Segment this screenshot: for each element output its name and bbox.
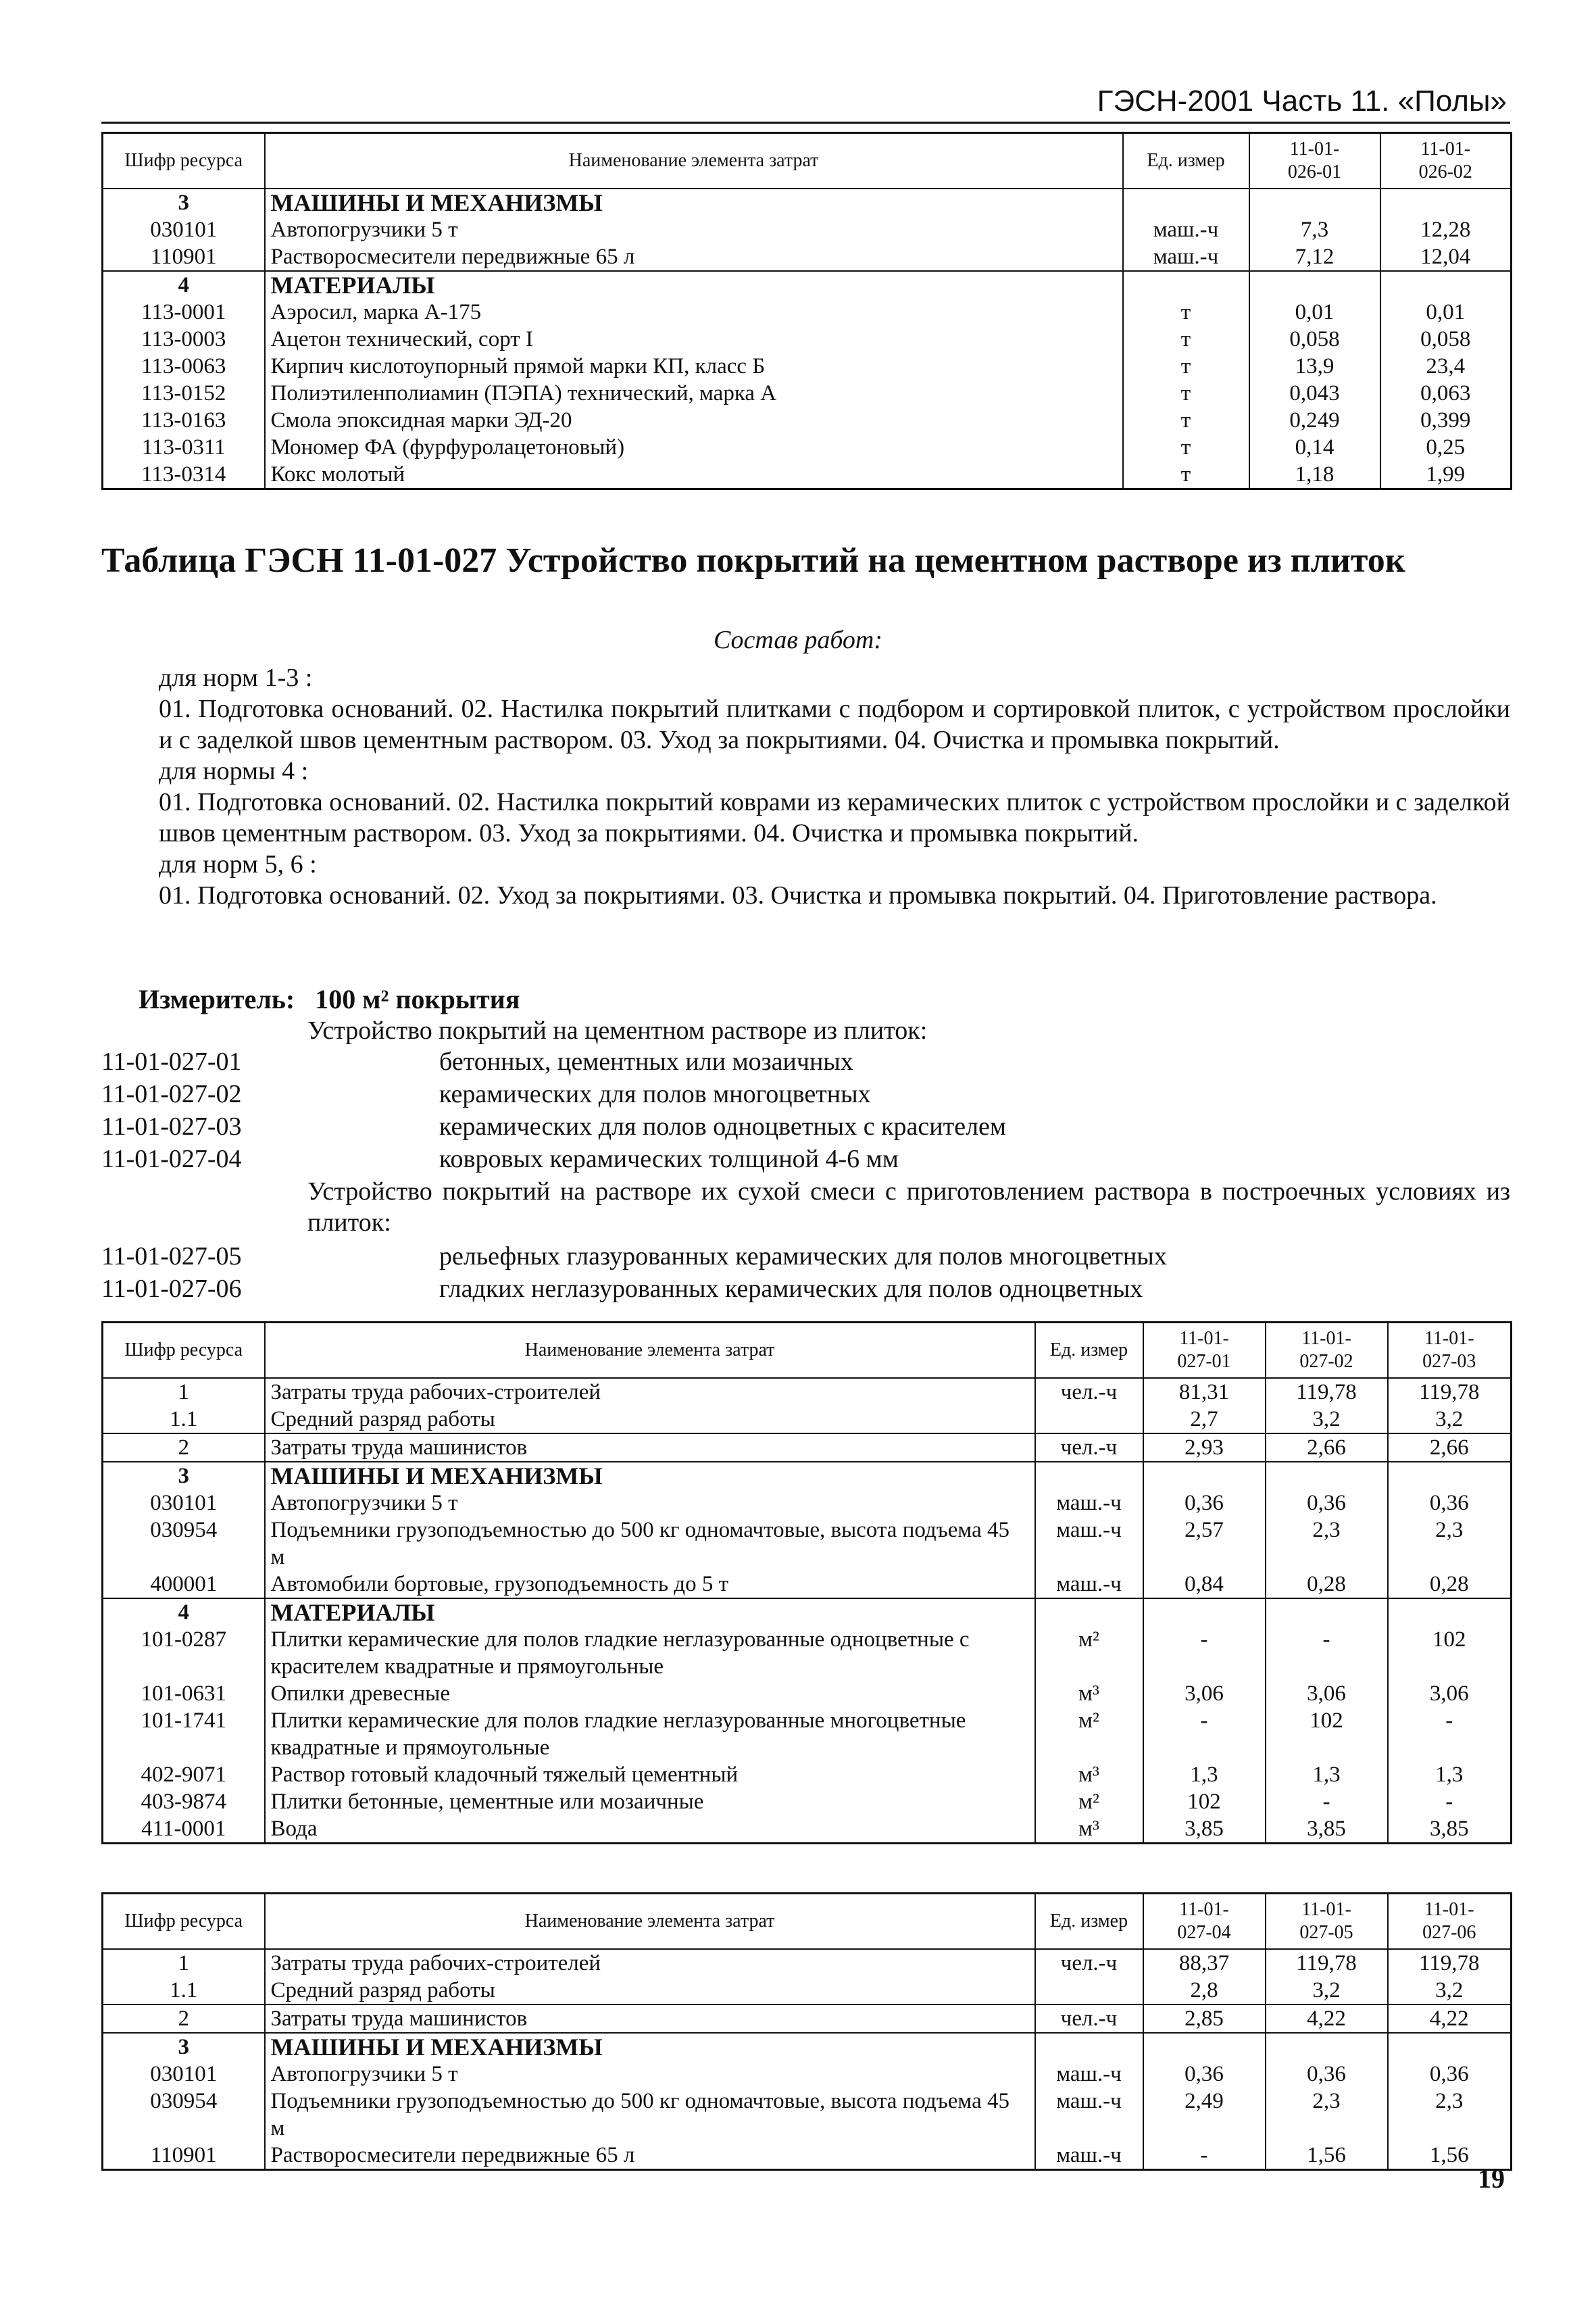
resource-unit: т xyxy=(1123,353,1249,380)
resource-unit: т xyxy=(1123,434,1249,461)
resource-value: 0,399 xyxy=(1380,407,1512,434)
resource-value: 3,2 xyxy=(1266,1406,1388,1433)
resource-unit: чел.-ч xyxy=(1035,1378,1143,1406)
resource-value xyxy=(1266,1598,1388,1626)
resource-value: 1,56 xyxy=(1388,2142,1512,2170)
resource-value: 0,28 xyxy=(1388,1571,1512,1598)
table-row xyxy=(103,1517,1512,1571)
resource-value: - xyxy=(1388,1707,1512,1761)
resource-unit: м³ xyxy=(1035,1680,1143,1707)
resource-value: 2,49 xyxy=(1143,2088,1266,2142)
resource-value: 0,36 xyxy=(1143,2061,1266,2088)
table-row xyxy=(103,1788,1512,1815)
resource-code: 101-0631 xyxy=(103,1680,265,1707)
norm-code: 11-01-027-06 xyxy=(101,1275,242,1303)
norm-item xyxy=(101,1079,871,1110)
resource-unit: маш.-ч xyxy=(1035,1571,1143,1598)
header-norm: 11-01- 027-02 xyxy=(1266,1323,1388,1379)
table-row xyxy=(103,1680,1512,1707)
resource-code: 411-0001 xyxy=(103,1815,265,1844)
resource-name: Растворосмесители передвижные 65 л xyxy=(265,2142,1035,2170)
resource-code: 113-0063 xyxy=(103,353,265,380)
resource-value: 12,28 xyxy=(1380,216,1512,243)
resource-value: 2,8 xyxy=(1143,1977,1266,2004)
resource-value: 102 xyxy=(1388,1626,1512,1680)
resource-unit: т xyxy=(1123,407,1249,434)
resource-value: 0,36 xyxy=(1388,2061,1512,2088)
resource-value: 3,2 xyxy=(1388,1977,1512,2004)
resource-name: Подъемники грузоподъемностью до 500 кг одномачтовые, высота подъема 45 м xyxy=(265,2088,1035,2142)
resource-name: Ацетон технический, сорт I xyxy=(265,326,1123,353)
resource-table-027-a xyxy=(101,1321,1512,1844)
resource-value: 3,06 xyxy=(1266,1680,1388,1707)
resource-value xyxy=(1143,1462,1266,1490)
resource-unit: м² xyxy=(1035,1707,1143,1761)
resource-name: МАШИНЫ И МЕХАНИЗМЫ xyxy=(265,2033,1035,2061)
resource-value: 2,7 xyxy=(1143,1406,1266,1433)
table-row xyxy=(103,1490,1512,1517)
resource-code: 110901 xyxy=(103,2142,265,2170)
header-norm: 11-01- 027-01 xyxy=(1143,1323,1266,1379)
resource-name: Плитки керамические для полов гладкие неглазурованные одноцветные с красителем квадратные и прямоугольные xyxy=(265,1626,1035,1680)
resource-value: 3,85 xyxy=(1388,1815,1512,1844)
resource-value: 0,36 xyxy=(1388,1490,1512,1517)
resource-unit: чел.-ч xyxy=(1035,2004,1143,2033)
resource-value: 102 xyxy=(1143,1788,1266,1815)
resource-code: 2 xyxy=(103,2004,265,2033)
norm-text: керамических для полов одноцветных с красителем xyxy=(439,1112,1006,1141)
table-row xyxy=(103,1571,1512,1598)
resource-code: 101-0287 xyxy=(103,1626,265,1680)
header-name: Наименование элемента затрат xyxy=(265,133,1123,189)
resource-unit: м³ xyxy=(1035,1815,1143,1844)
measure-line xyxy=(139,983,520,1015)
norm-item xyxy=(101,1273,1143,1304)
table-row xyxy=(103,1433,1512,1462)
resource-name: МАТЕРИАЛЫ xyxy=(265,271,1123,299)
resource-name: Автопогрузчики 5 т xyxy=(265,2061,1035,2088)
work-composition-heading: Состав работ: xyxy=(713,626,883,654)
table-row xyxy=(103,1378,1512,1406)
resource-value: 0,84 xyxy=(1143,1571,1266,1598)
resource-unit: маш.-ч xyxy=(1123,216,1249,243)
resource-code: 3 xyxy=(103,189,265,216)
table-row xyxy=(103,216,1512,243)
resource-value: 1,3 xyxy=(1143,1761,1266,1788)
table-row xyxy=(103,1598,1512,1626)
header-norm: 11-01- 027-06 xyxy=(1388,1894,1512,1950)
resource-name: Затраты труда рабочих-строителей xyxy=(265,1378,1035,1406)
resource-value: 12,04 xyxy=(1380,243,1512,271)
norm-group-1: Устройство покрытий на цементном растворе из плиток: xyxy=(307,1016,928,1045)
resource-name: МАШИНЫ И МЕХАНИЗМЫ xyxy=(265,1462,1035,1490)
resource-name: Аэросил, марка А-175 xyxy=(265,299,1123,326)
resource-value xyxy=(1388,1598,1512,1626)
resource-value: 0,058 xyxy=(1380,326,1512,353)
resource-name: Автопогрузчики 5 т xyxy=(265,216,1123,243)
resource-name: Затраты труда машинистов xyxy=(265,2004,1035,2033)
norm-code: 11-01-027-03 xyxy=(101,1112,242,1141)
resource-code: 113-0314 xyxy=(103,461,265,489)
resource-code: 101-1741 xyxy=(103,1707,265,1761)
norm-text: ковровых керамических толщиной 4-6 мм xyxy=(439,1145,899,1173)
resource-value xyxy=(1266,1462,1388,1490)
resource-unit: маш.-ч xyxy=(1035,2088,1143,2142)
work-paragraph-3: 01. Подготовка оснований. 02. Уход за покрытиями. 03. Очистка и промывка покрытий. 04. Приготовление раствора. xyxy=(159,881,1437,910)
table-row xyxy=(103,2088,1512,2142)
table-row xyxy=(103,326,1512,353)
resource-name: Кирпич кислотоупорный прямой марки КП, класс Б xyxy=(265,353,1123,380)
work-paragraph-1: 01. Подготовка оснований. 02. Настилка покрытий плитками с подбором и сортировкой плиток, с устройством прослойки и с заделкой швов цементным раствором. 03. Уход за покрытиями. 04. Очистка и промывка покрытий. xyxy=(159,695,1510,754)
work-label-3: для норм 5, 6 : xyxy=(159,850,317,879)
table-row xyxy=(103,2142,1512,2170)
header-code: Шифр ресурса xyxy=(103,1894,265,1950)
resource-code: 4 xyxy=(103,1598,265,1626)
resource-value: 7,3 xyxy=(1249,216,1380,243)
table-row xyxy=(103,243,1512,271)
resource-unit: маш.-ч xyxy=(1035,2061,1143,2088)
resource-code: 030101 xyxy=(103,216,265,243)
resource-value: 0,28 xyxy=(1266,1571,1388,1598)
resource-value xyxy=(1388,1462,1512,1490)
resource-code: 030954 xyxy=(103,2088,265,2142)
resource-value: 1,99 xyxy=(1380,461,1512,489)
resource-code: 4 xyxy=(103,271,265,299)
norm-code: 11-01-027-05 xyxy=(101,1242,242,1271)
norm-text: гладких неглазурованных керамических для полов одноцветных xyxy=(439,1275,1143,1303)
resource-value: 1,18 xyxy=(1249,461,1380,489)
table-row xyxy=(103,434,1512,461)
resource-value xyxy=(1380,189,1512,216)
resource-unit: т xyxy=(1123,326,1249,353)
work-label-2: для нормы 4 : xyxy=(159,757,309,785)
resource-value: 88,37 xyxy=(1143,1949,1266,1977)
resource-value: 3,2 xyxy=(1388,1406,1512,1433)
table-row xyxy=(103,1815,1512,1844)
table-row xyxy=(103,271,1512,299)
resource-value: - xyxy=(1388,1788,1512,1815)
norm-group-2: Устройство покрытий на растворе их сухой смеси с приготовлением раствора в построечных условиях из плиток: xyxy=(307,1177,1510,1237)
resource-value xyxy=(1143,2033,1266,2061)
table-row xyxy=(103,1761,1512,1788)
resource-unit xyxy=(1035,2033,1143,2061)
resource-value: 81,31 xyxy=(1143,1378,1266,1406)
resource-unit: т xyxy=(1123,461,1249,489)
resource-unit: чел.-ч xyxy=(1035,1949,1143,1977)
resource-value: 0,043 xyxy=(1249,380,1380,407)
resource-name: Полиэтиленполиамин (ПЭПА) технический, марка А xyxy=(265,380,1123,407)
resource-unit xyxy=(1123,271,1249,299)
measure-label: Измеритель: xyxy=(139,984,295,1014)
resource-value: 4,22 xyxy=(1266,2004,1388,2033)
resource-value: 0,36 xyxy=(1143,1490,1266,1517)
resource-value xyxy=(1380,271,1512,299)
resource-value: 3,2 xyxy=(1266,1977,1388,2004)
norm-item xyxy=(101,1241,1167,1272)
resource-name: Средний разряд работы xyxy=(265,1977,1035,2004)
resource-unit: маш.-ч xyxy=(1123,243,1249,271)
resource-code: 2 xyxy=(103,1433,265,1462)
resource-value: 0,36 xyxy=(1266,2061,1388,2088)
resource-name: Опилки древесные xyxy=(265,1680,1035,1707)
resource-unit: т xyxy=(1123,380,1249,407)
resource-code: 3 xyxy=(103,1462,265,1490)
resource-value: 0,063 xyxy=(1380,380,1512,407)
table-row xyxy=(103,1406,1512,1433)
table-row xyxy=(103,1462,1512,1490)
resource-value: 119,78 xyxy=(1266,1949,1388,1977)
resource-code: 113-0311 xyxy=(103,434,265,461)
header-code: Шифр ресурса xyxy=(103,133,265,189)
norm-code: 11-01-027-04 xyxy=(101,1145,242,1173)
work-composition-text xyxy=(101,662,1510,911)
header-norm: 11-01- 027-03 xyxy=(1388,1323,1512,1379)
resource-table-026 xyxy=(101,132,1512,490)
resource-table-027-b xyxy=(101,1892,1512,2171)
resource-value xyxy=(1266,2033,1388,2061)
norm-text: бетонных, цементных или мозаичных xyxy=(439,1048,853,1076)
header-code: Шифр ресурса xyxy=(103,1323,265,1379)
resource-unit xyxy=(1123,189,1249,216)
resource-value: - xyxy=(1266,1788,1388,1815)
header-norm: 11-01- 026-01 xyxy=(1249,133,1380,189)
resource-code: 030101 xyxy=(103,2061,265,2088)
resource-value: 0,25 xyxy=(1380,434,1512,461)
measure-value: 100 м² покрытия xyxy=(315,984,520,1014)
table-row xyxy=(103,189,1512,216)
resource-unit: м² xyxy=(1035,1788,1143,1815)
resource-value: - xyxy=(1143,1626,1266,1680)
resource-code: 1.1 xyxy=(103,1406,265,1433)
table-row xyxy=(103,407,1512,434)
resource-name: Мономер ФА (фурфуролацетоновый) xyxy=(265,434,1123,461)
resource-value xyxy=(1249,271,1380,299)
resource-value: 7,12 xyxy=(1249,243,1380,271)
header-norm: 11-01- 027-05 xyxy=(1266,1894,1388,1950)
resource-value: 0,01 xyxy=(1249,299,1380,326)
resource-code: 110901 xyxy=(103,243,265,271)
resource-value: 3,85 xyxy=(1143,1815,1266,1844)
header-unit: Ед. измер xyxy=(1035,1323,1143,1379)
norm-text: рельефных глазурованных керамических для полов многоцветных xyxy=(439,1242,1167,1271)
resource-value: 1,3 xyxy=(1266,1761,1388,1788)
resource-value: 1,56 xyxy=(1266,2142,1388,2170)
resource-unit: маш.-ч xyxy=(1035,1517,1143,1571)
table-row xyxy=(103,1626,1512,1680)
resource-value: 2,3 xyxy=(1266,1517,1388,1571)
resource-code: 113-0001 xyxy=(103,299,265,326)
resource-name: Растворосмесители передвижные 65 л xyxy=(265,243,1123,271)
resource-code: 1.1 xyxy=(103,1977,265,2004)
work-paragraph-2: 01. Подготовка оснований. 02. Настилка покрытий коврами из керамических плиток с устройством прослойки и с заделкой швов цементным раствором. 03. Уход за покрытиями. 04. Очистка и промывка покрытий. xyxy=(159,788,1510,847)
resource-value: 3,85 xyxy=(1266,1815,1388,1844)
resource-value: 2,85 xyxy=(1143,2004,1266,2033)
resource-name: Средний разряд работы xyxy=(265,1406,1035,1433)
resource-unit: м³ xyxy=(1035,1761,1143,1788)
norm-code: 11-01-027-02 xyxy=(101,1080,242,1108)
resource-unit: маш.-ч xyxy=(1035,2142,1143,2170)
resource-code: 030101 xyxy=(103,1490,265,1517)
norm-item xyxy=(101,1046,853,1077)
resource-name: МАШИНЫ И МЕХАНИЗМЫ xyxy=(265,189,1123,216)
resource-unit: чел.-ч xyxy=(1035,1433,1143,1462)
resource-unit xyxy=(1035,1977,1143,2004)
resource-value: 2,3 xyxy=(1388,1517,1512,1571)
header-name: Наименование элемента затрат xyxy=(265,1894,1035,1950)
resource-code: 030954 xyxy=(103,1517,265,1571)
norm-item xyxy=(101,1111,1006,1142)
work-label-1: для норм 1-3 : xyxy=(159,664,313,692)
resource-value: 119,78 xyxy=(1388,1949,1512,1977)
resource-code: 3 xyxy=(103,2033,265,2061)
resource-unit xyxy=(1035,1462,1143,1490)
resource-value: 1,3 xyxy=(1388,1761,1512,1788)
table-row xyxy=(103,353,1512,380)
resource-value: 2,3 xyxy=(1266,2088,1388,2142)
resource-value: 3,06 xyxy=(1143,1680,1266,1707)
resource-value xyxy=(1249,189,1380,216)
resource-name: Плитки керамические для полов гладкие неглазурованные многоцветные квадратные и прямоугольные xyxy=(265,1707,1035,1761)
header-unit: Ед. измер xyxy=(1035,1894,1143,1950)
resource-code: 113-0163 xyxy=(103,407,265,434)
resource-value xyxy=(1143,1598,1266,1626)
resource-value: 3,06 xyxy=(1388,1680,1512,1707)
resource-value: 0,058 xyxy=(1249,326,1380,353)
resource-unit xyxy=(1035,1598,1143,1626)
resource-name: Автомобили бортовые, грузоподъемность до 5 т xyxy=(265,1571,1035,1598)
table-row xyxy=(103,1977,1512,2004)
table-row xyxy=(103,380,1512,407)
resource-value: 102 xyxy=(1266,1707,1388,1761)
table-row xyxy=(103,461,1512,489)
resource-value: 2,66 xyxy=(1388,1433,1512,1462)
resource-name: Автопогрузчики 5 т xyxy=(265,1490,1035,1517)
resource-value: - xyxy=(1266,1626,1388,1680)
resource-code: 113-0152 xyxy=(103,380,265,407)
table-row xyxy=(103,299,1512,326)
norm-item xyxy=(101,1143,899,1175)
resource-unit: т xyxy=(1123,299,1249,326)
header-unit: Ед. измер xyxy=(1123,133,1249,189)
resource-unit: маш.-ч xyxy=(1035,1490,1143,1517)
page-header xyxy=(101,81,1510,124)
table-row xyxy=(103,2004,1512,2033)
resource-value: 119,78 xyxy=(1266,1378,1388,1406)
resource-name: Раствор готовый кладочный тяжелый цементный xyxy=(265,1761,1035,1788)
resource-value xyxy=(1388,2033,1512,2061)
resource-code: 403-9874 xyxy=(103,1788,265,1815)
resource-value: 0,14 xyxy=(1249,434,1380,461)
resource-value: 119,78 xyxy=(1388,1378,1512,1406)
norm-text: керамических для полов многоцветных xyxy=(439,1080,871,1108)
resource-value: 2,66 xyxy=(1266,1433,1388,1462)
table-row xyxy=(103,1707,1512,1761)
resource-code: 400001 xyxy=(103,1571,265,1598)
resource-name: Затраты труда рабочих-строителей xyxy=(265,1949,1035,1977)
resource-name: Плитки бетонные, цементные или мозаичные xyxy=(265,1788,1035,1815)
resource-name: Вода xyxy=(265,1815,1035,1844)
resource-code: 113-0003 xyxy=(103,326,265,353)
table-row xyxy=(103,1949,1512,1977)
resource-name: МАТЕРИАЛЫ xyxy=(265,1598,1035,1626)
table-row xyxy=(103,2061,1512,2088)
table-row xyxy=(103,2033,1512,2061)
resource-value: 2,93 xyxy=(1143,1433,1266,1462)
header-name: Наименование элемента затрат xyxy=(265,1323,1035,1379)
resource-value: - xyxy=(1143,1707,1266,1761)
resource-name: Подъемники грузоподъемностью до 500 кг одномачтовые, высота подъема 45 м xyxy=(265,1517,1035,1571)
resource-value: 0,01 xyxy=(1380,299,1512,326)
header-norm: 11-01- 026-02 xyxy=(1380,133,1512,189)
resource-value: 2,3 xyxy=(1388,2088,1512,2142)
norm-code: 11-01-027-01 xyxy=(101,1048,242,1076)
resource-code: 1 xyxy=(103,1949,265,1977)
header-norm: 11-01- 027-04 xyxy=(1143,1894,1266,1950)
page-number: 19 xyxy=(1478,2163,1505,2194)
resource-value: 0,249 xyxy=(1249,407,1380,434)
resource-value: 13,9 xyxy=(1249,353,1380,380)
resource-unit xyxy=(1035,1406,1143,1433)
resource-value: 2,57 xyxy=(1143,1517,1266,1571)
resource-value: 4,22 xyxy=(1388,2004,1512,2033)
table-title: Таблица ГЭСН 11-01-027 Устройство покрытий на цементном растворе из плиток xyxy=(101,541,1405,580)
running-title: ГЭСН-2001 Часть 11. «Полы» xyxy=(1097,84,1507,118)
resource-code: 1 xyxy=(103,1378,265,1406)
resource-value: 23,4 xyxy=(1380,353,1512,380)
resource-code: 402-9071 xyxy=(103,1761,265,1788)
resource-value: - xyxy=(1143,2142,1266,2170)
resource-name: Затраты труда машинистов xyxy=(265,1433,1035,1462)
resource-name: Смола эпоксидная марки ЭД-20 xyxy=(265,407,1123,434)
resource-name: Кокс молотый xyxy=(265,461,1123,489)
resource-unit: м² xyxy=(1035,1626,1143,1680)
resource-value: 0,36 xyxy=(1266,1490,1388,1517)
